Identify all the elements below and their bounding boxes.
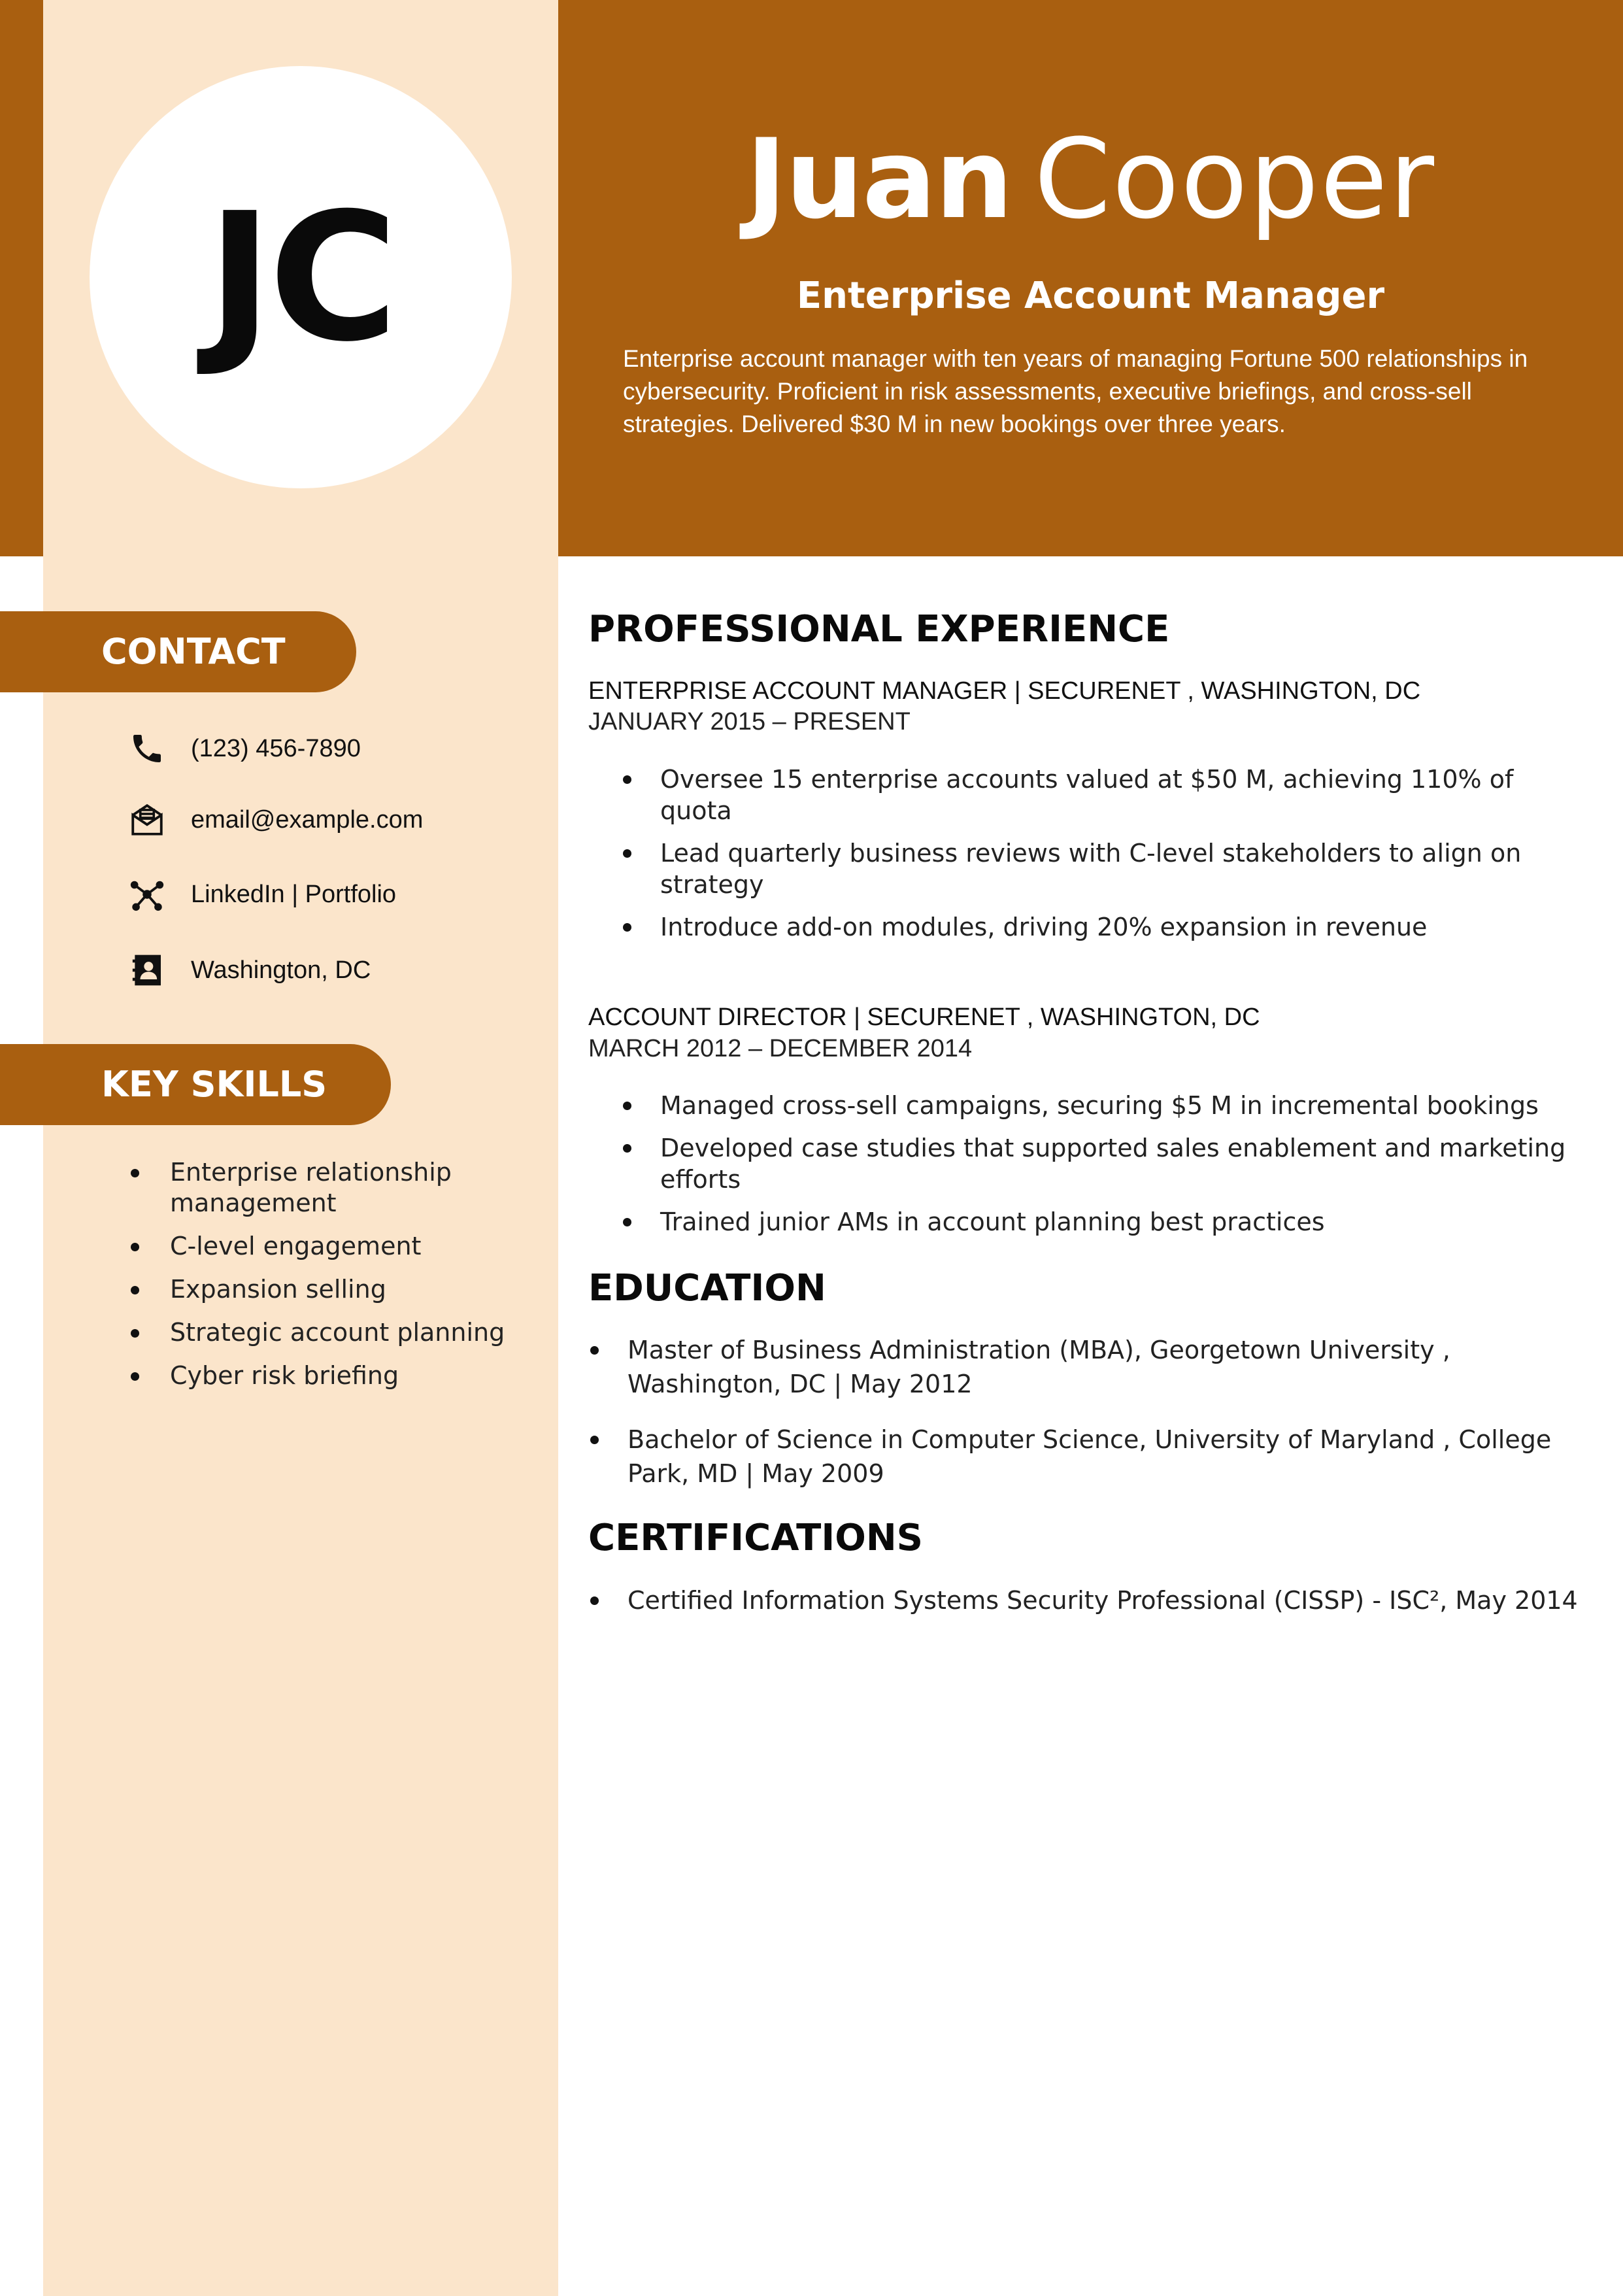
job-bullet: Developed case studies that supported sales enablement and marketing efforts [588,1132,1569,1195]
job-title: Enterprise Account Manager [796,275,1385,317]
email-icon [124,797,170,843]
last-name: Cooper [1034,115,1436,243]
phone-icon [124,726,170,771]
job-bullet: Oversee 15 enterprise accounts valued at $50 M, achieving 110% of quota [588,764,1569,826]
education-item: Bachelor of Science in Computer Science, University of Maryland , College Park, MD | May 2009 [588,1423,1582,1491]
summary: Enterprise account manager with ten years of managing Fortune 500 relationships in cybersecurity. Proficient in risk assessments, executive briefings, and cross-sell strategies. Delivered $30 M in new bookings over three years. [623,345,1528,437]
job-1-title: ENTERPRISE ACCOUNT MANAGER | SECURENET , WASHINGTON, DC [588,677,1421,705]
contact-email [124,797,423,843]
skill-item: C-level engagement [124,1231,543,1262]
experience-heading: PROFESSIONAL EXPERIENCE [588,608,1170,650]
contact-phone [124,726,361,771]
candidate-name [558,115,1623,243]
education-heading: EDUCATION [588,1267,826,1309]
first-name: Juan [745,115,1012,243]
phone-text: (123) 456-7890 [191,734,361,762]
contact-links [124,871,396,917]
contact-heading: CONTACT [0,611,356,692]
education-list [588,1333,1582,1512]
job-2-bullets [588,1090,1569,1249]
email-text: email@example.com [191,805,424,834]
job-bullet: Managed cross-sell campaigns, securing $5 M in incremental bookings [588,1090,1569,1121]
skill-item: Enterprise relationship management [124,1157,543,1219]
monogram-circle [90,66,512,488]
certifications-heading: CERTIFICATIONS [588,1517,924,1559]
location-text: Washington, DC [191,956,371,984]
job-bullet: Introduce add-on modules, driving 20% expansion in revenue [588,911,1569,943]
job-1-bullets [588,764,1569,954]
job-2-dates: MARCH 2012 – DECEMBER 2014 [588,1035,973,1062]
skills-heading: KEY SKILLS [0,1044,391,1125]
job-bullet: Lead quarterly business reviews with C-level stakeholders to align on strategy [588,837,1569,900]
monogram-initials: JC [207,174,395,380]
job-1-dates: JANUARY 2015 – PRESENT [588,708,911,735]
network-icon [124,871,170,917]
certifications-list [588,1583,1582,1639]
contact-location [124,947,371,993]
certification-item: Certified Information Systems Security Professional (CISSP) - ISC², May 2014 [588,1583,1582,1617]
skill-item: Expansion selling [124,1274,543,1305]
job-bullet: Trained junior AMs in account planning best practices [588,1206,1569,1238]
education-item: Master of Business Administration (MBA), Georgetown University , Washington, DC | May 2012 [588,1333,1582,1401]
job-2-title: ACCOUNT DIRECTOR | SECURENET , WASHINGTON, DC [588,1004,1260,1031]
accent-strip [0,0,43,556]
address-book-icon [124,947,170,993]
skill-item: Strategic account planning [124,1317,543,1348]
links-text: LinkedIn | Portfolio [191,880,397,908]
skills-list [124,1157,543,1404]
skill-item: Cyber risk briefing [124,1360,543,1391]
